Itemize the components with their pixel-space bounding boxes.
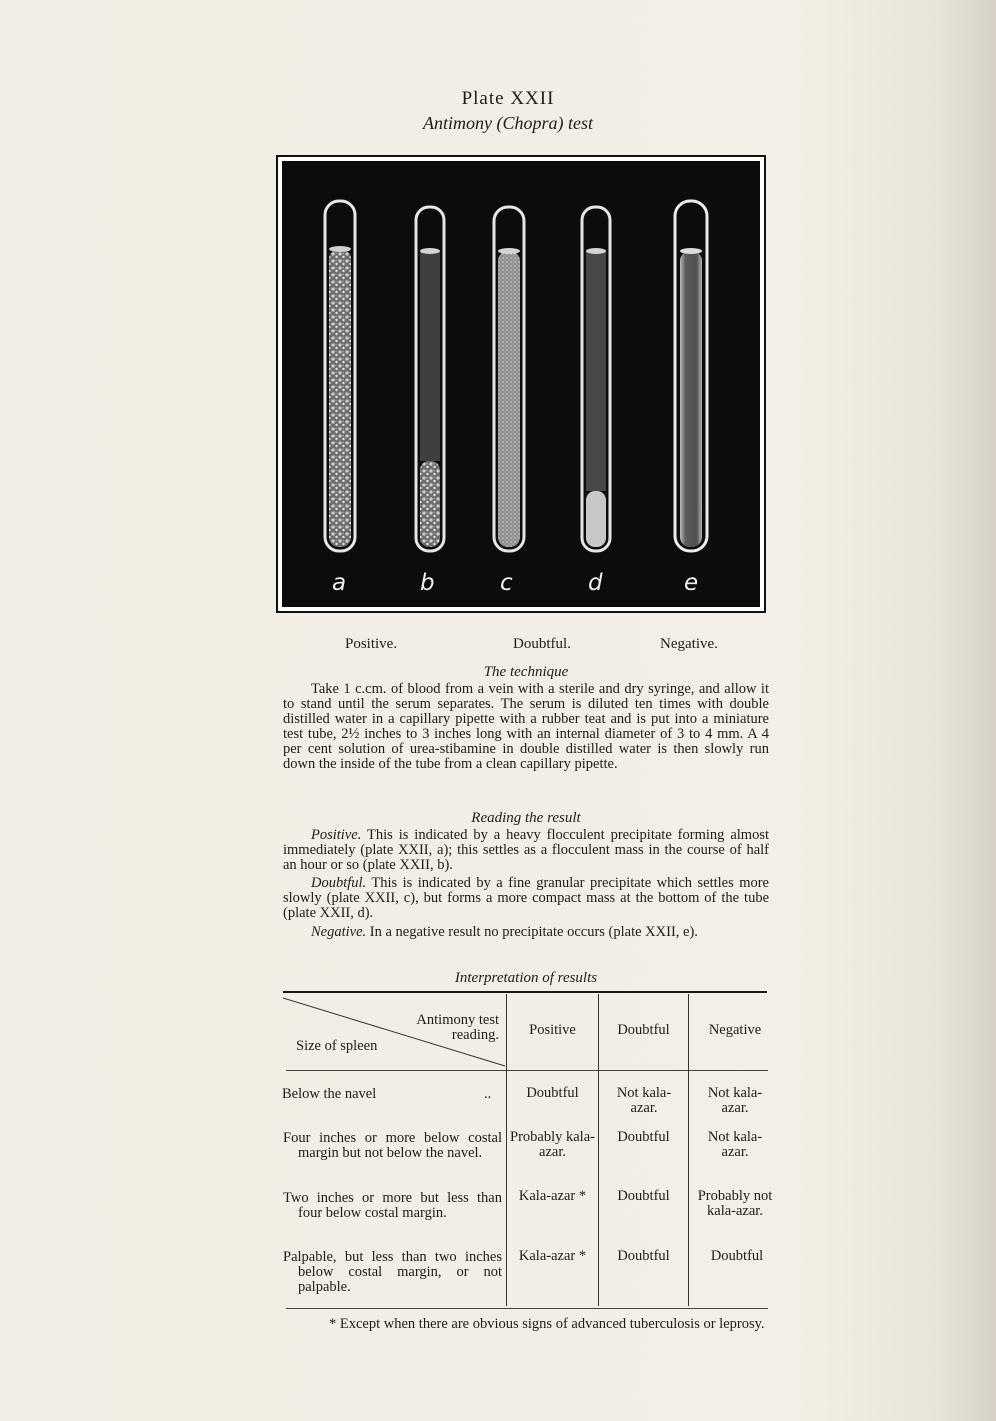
tube-c	[494, 207, 524, 551]
reading-positive-text: This is indicated by a heavy flocculent precipitate forming almost immediately (plate XXII, a); this settles as a flocculent mass in the course of half an hour or so (plate XXII, b).	[283, 827, 769, 874]
table-column-divider-3	[688, 994, 689, 1306]
plate-photograph-frame	[276, 155, 766, 613]
positive-cell: Probably kala-azar.	[510, 1129, 595, 1160]
reading-positive-lead: Positive.	[311, 827, 362, 843]
corner-header-top: Antimony test reading.	[416, 1012, 499, 1043]
spleen-size-cell: Two inches or more but less than four below costal margin.	[283, 1190, 502, 1221]
tube-a	[325, 201, 355, 551]
spleen-size-cell: Below the navel	[282, 1086, 377, 1102]
tube-b	[416, 207, 444, 551]
caption-negative: Negative.	[660, 636, 718, 652]
reading-negative-paragraph	[283, 925, 769, 940]
positive-cell: Kala-azar *	[518, 1188, 587, 1204]
reading-doubtful-text: This is indicated by a fine granular precipitate which settles more slowly (plate XXII, c), but forms a more compact mass at the bottom of the tube (plate XXII, d).	[283, 875, 769, 922]
tube-label-b: b	[420, 570, 435, 596]
tube-e	[675, 201, 707, 551]
column-header-negative: Negative	[708, 1022, 762, 1038]
doubtful-cell: Doubtful	[617, 1129, 670, 1145]
corner-header-bottom: Size of spleen	[296, 1038, 378, 1054]
negative-cell: Not kala-azar.	[707, 1129, 763, 1160]
technique-heading: The technique	[483, 664, 569, 680]
page-title: Plate XXII	[461, 88, 555, 109]
caption-positive: Positive.	[345, 636, 398, 652]
doubtful-cell: Doubtful	[617, 1248, 670, 1264]
column-header-positive: Positive	[529, 1022, 576, 1038]
positive-cell: Doubtful	[526, 1085, 579, 1101]
table-bottom-rule	[286, 1308, 768, 1309]
negative-cell: Not kala-azar.	[707, 1085, 763, 1116]
negative-cell: Probably not kala-azar.	[697, 1188, 773, 1219]
caption-doubtful: Doubtful.	[513, 636, 571, 652]
negative-cell: Doubtful	[710, 1248, 764, 1264]
technique-paragraph: Take 1 c.cm. of blood from a vein with a sterile and dry syringe, and allow it to stand until the serum separates. The serum is diluted ten times with double distilled water in a capillary pipette with a rubber teat and is put into a miniature test tube, 2½ inches to 3 inches long with an internal diameter of 3 to 4 mm. A 4 per cent solution of urea-stibamine in double distilled water is then slowly run down the inside of the tube from a clean capillary pipette.	[283, 681, 769, 773]
tube-label-c: c	[500, 570, 513, 596]
reading-doubtful-paragraph	[283, 876, 769, 921]
plate-photograph	[282, 161, 760, 607]
spleen-size-cell: Palpable, but less than two inches below costal margin, or not palpable.	[283, 1249, 502, 1295]
doubtful-cell: Doubtful	[617, 1188, 670, 1204]
tube-label-d: d	[588, 570, 603, 596]
interpretation-heading: Interpretation of results	[454, 970, 598, 986]
reading-negative-lead: Negative.	[311, 924, 367, 940]
positive-cell: Kala-azar *	[518, 1248, 587, 1264]
reading-positive-paragraph	[283, 828, 769, 873]
page-subtitle: Antimony (Chopra) test	[423, 113, 593, 133]
reading-negative-text: In a negative result no precipitate occurs (plate XXII, e).	[366, 924, 698, 940]
tube-label-a: a	[332, 570, 347, 596]
tube-label-e: e	[684, 570, 699, 596]
column-header-doubtful: Doubtful	[617, 1022, 670, 1038]
reading-heading: Reading the result	[471, 810, 581, 826]
table-header-rule	[286, 1070, 768, 1071]
spleen-size-cell: Four inches or more below costal margin but not below the navel.	[283, 1130, 502, 1161]
tube-d	[582, 207, 610, 551]
leader-dots: ..	[484, 1086, 492, 1102]
table-top-rule	[283, 991, 767, 993]
doubtful-cell: Not kala-azar.	[616, 1085, 672, 1116]
table-footnote: * Except when there are obvious signs of advanced tuberculosis or leprosy.	[329, 1316, 765, 1332]
reading-doubtful-lead: Doubtful.	[311, 875, 367, 891]
